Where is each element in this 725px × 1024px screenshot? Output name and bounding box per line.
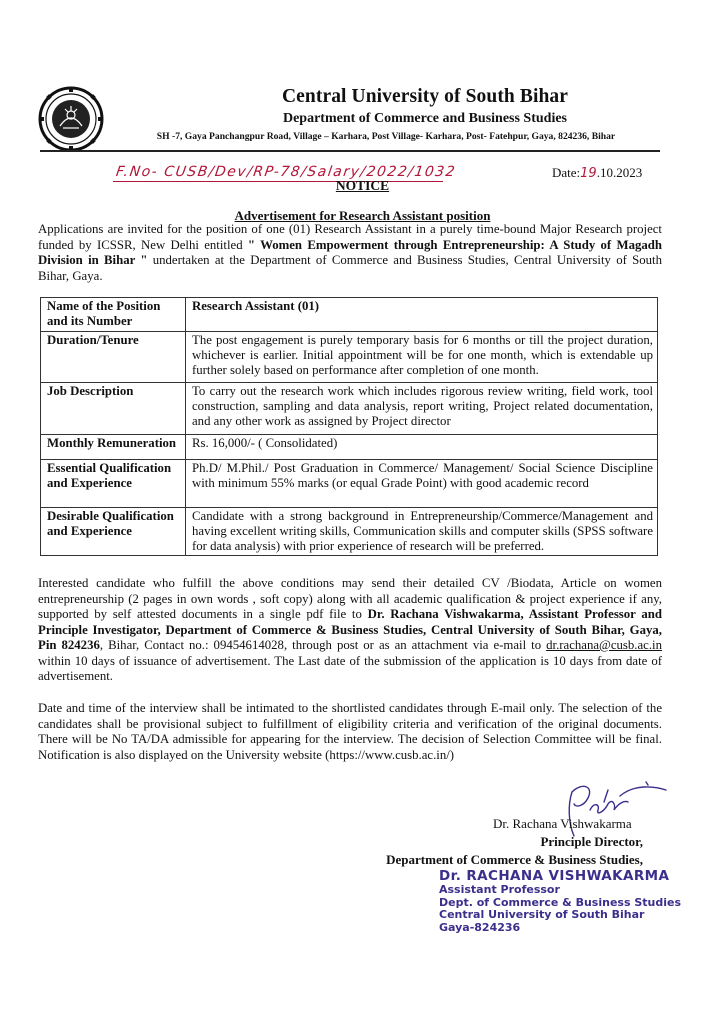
row-value: Rs. 16,000/- ( Consolidated) [186,435,658,460]
position-details-table [40,297,658,556]
instructions-text-1: Interested candidate who fulfill the above conditions may send their detailed CV /Biodata, Article on women entrepreneurship (2 pages in own words , soft copy) along with all academic qualification & project experience if any, supported by self attested documents in a single pdf file to [38,576,662,621]
row-value: Ph.D/ M.Phil./ Post Graduation in Commerce/ Management/ Social Science Discipline with minimum 55% marks (or equal Grade Point) with good academic record [186,460,658,508]
header-divider [40,150,660,152]
contact-email: dr.rachana@cusb.ac.in [546,638,662,652]
row-label: Desirable Qualification and Experience [41,508,186,556]
table-row [41,435,658,460]
intro-paragraph [38,222,662,284]
advertisement-title: Advertisement for Research Assistant position [234,208,491,223]
project-title: " Women Empowerment through Entrepreneurship: A Study of Magadh Division in Bihar " [38,237,663,267]
contact-person: Dr. Rachana Vishwakarma, Assistant Professor and Principle Investigator, Department of Commerce & Business Studies, Central University of South Bihar, Gaya, Pin 824236 [38,607,662,652]
instructions-text-2: , Bihar, Contact no.: 09454614028, through post or as an attachment via e-mail to [99,638,547,652]
signatory-title: Principle Director, [540,834,643,849]
row-label: Name of the Position and its Number [41,298,186,332]
date-label: Date: [552,165,581,180]
intro-text-2: undertaken at the Department of Commerce and Business Studies, Central University of South Bihar, Gaya. [38,253,662,283]
stamp-department: Dept. of Commerce & Business Studies [439,895,681,909]
table-row [41,332,658,383]
table-row [41,383,658,435]
university-name: Central University of South Bihar [281,86,569,107]
notice-heading [0,178,725,194]
signatory-name: Dr. Rachana Vishwakarma [493,816,632,831]
signatory-department: Department of Commerce & Business Studies, [386,852,643,867]
date-day-handwritten: 19 [580,166,597,181]
table-row [41,460,658,508]
row-value: Candidate with a strong background in Entrepreneurship/Commerce/Management and having excellent writing skills, Communication skills and computer skills (SPSS software for data analysis) with prior experience of research will be preferred. [186,508,658,556]
row-label: Monthly Remuneration [41,435,186,460]
file-number: F.No- CUSB/Dev/RP-78/Salary/2022/1032 [114,164,458,180]
stamp-designation: Assistant Professor [439,883,560,896]
row-value: The post engagement is purely temporary basis for 6 months or till the project duration, whichever is earlier. Initial appointment will be for one month, which is extendable up further solely based on performance after completion of one month. [186,332,658,383]
stamp-university: Central University of South Bihar [439,908,645,921]
table-row [41,508,658,556]
row-value: Research Assistant (01) [186,298,658,332]
table-row [41,298,658,332]
department-name: Department of Commerce and Business Studies [282,111,567,126]
row-label: Job Description [41,383,186,435]
row-label: Duration/Tenure [41,332,186,383]
stamp-name: Dr. RACHANA VISHWAKARMA [439,868,670,884]
intro-text-1: Applications are invited for the position of one (01) Research Assistant in a purely time-bound Major Research project funded by ICSSR, New Delhi entitled [38,222,662,252]
university-address: SH -7, Gaya Panchangpur Road, Village – Karhara, Post Village- Karhara, Post- Fatehpur, Gaya, 824236, Bihar [156,131,616,142]
date-month-year: .10.2023 [596,165,643,180]
instructions-text-3: within 10 days of issuance of advertisement. The Last date of the submission of the application is 10 days from date of advertisement. [38,653,662,683]
row-label: Essential Qualification and Experience [41,460,186,508]
notice-title: NOTICE [335,178,390,193]
interview-paragraph: Date and time of the interview shall be intimated to the shortlisted candidates through E-mail only. The selection of the candidates shall be provisional subject to fulfillment of eligibility criteria and verification of the original documents. There will be No TA/DA admissible for appearing for the interview. The decision of Selection Committee will be final. Notification is also displayed on the University website (https://www.cusb.ac.in/) [38,701,662,762]
university-logo [38,86,104,152]
application-instructions [38,576,662,685]
stamp-location: Gaya-824236 [439,920,521,934]
row-value: To carry out the research work which includes rigorous review writing, field work, tool construction, sampling and data analysis, report writing, Project related documentation, and any other work as assigned by Project director [186,383,658,435]
official-stamp [439,868,681,934]
